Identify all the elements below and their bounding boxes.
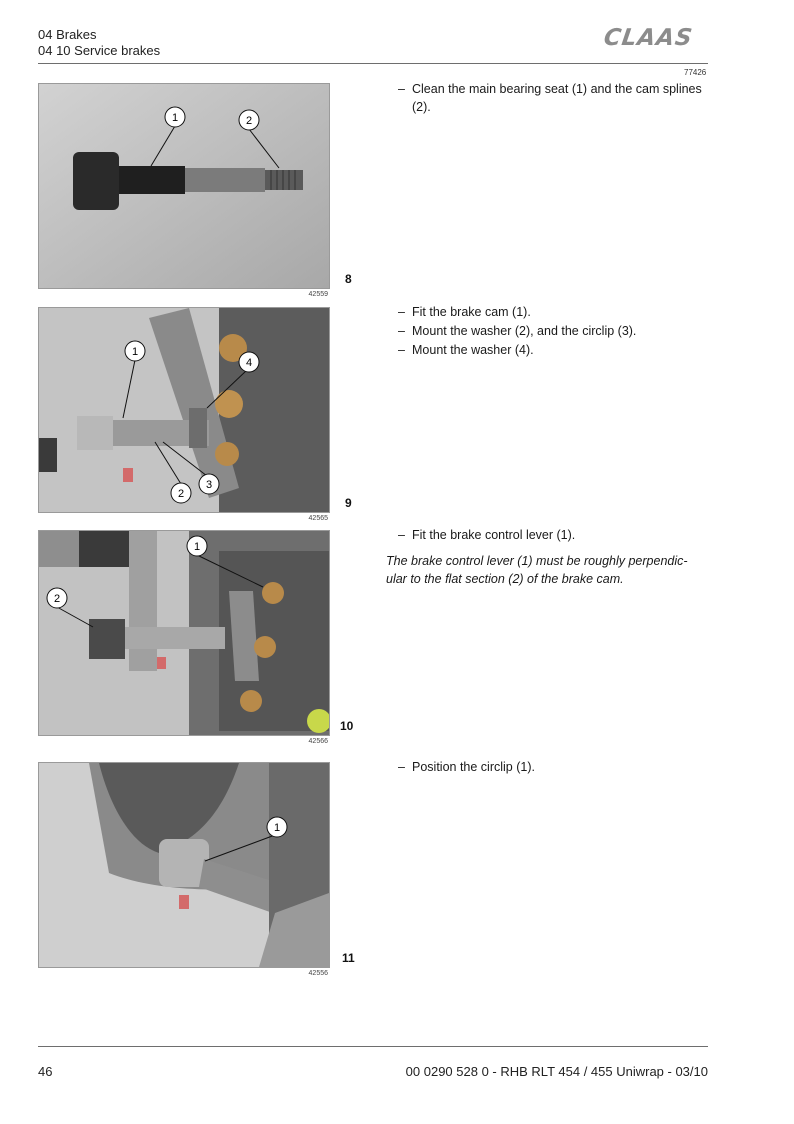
figure-8-image-id: 42559: [308, 291, 328, 298]
svg-text:1: 1: [273, 822, 281, 834]
document-reference: 77426: [684, 68, 707, 77]
instruction-step: – Mount the washer (4).: [398, 343, 534, 357]
instruction-step: – Clean the main bearing seat (1) and the cam splines (2).: [398, 82, 702, 114]
instruction-step: – Position the circlip (1).: [398, 760, 535, 774]
instruction-step: – Fit the brake control lever (1).: [398, 528, 576, 542]
figure-10-number: 10: [340, 719, 354, 733]
svg-text:3: 3: [205, 479, 213, 491]
section-title: 04 10 Service brakes: [38, 43, 161, 58]
svg-text:4: 4: [245, 357, 253, 369]
svg-text:1: 1: [131, 346, 139, 358]
figure-11-number: 11: [342, 951, 355, 965]
svg-text:2: 2: [53, 593, 61, 605]
document-footer: 00 0290 528 0 - RHB RLT 454 / 455 Uniwrap - 03/10: [405, 1064, 708, 1079]
figure-9-image-id: 42565: [308, 515, 328, 522]
figure-9-photo: [38, 307, 330, 513]
figure-11-image-id: 42556: [308, 970, 328, 977]
svg-text:2: 2: [177, 488, 185, 500]
instruction-step: – Mount the washer (2), and the circlip (3).: [398, 324, 637, 338]
header-rule: [38, 63, 708, 64]
page-number: 46: [38, 1064, 53, 1079]
svg-text:2: 2: [245, 115, 253, 127]
chapter-title: 04 Brakes: [38, 27, 97, 42]
figure-10-image-id: 42566: [308, 738, 328, 745]
figure-11-instructions: [386, 758, 711, 777]
figure-9-instructions: [386, 303, 711, 360]
figure-9-number: 9: [345, 496, 352, 510]
figure-8-photo: [38, 83, 330, 289]
footer-rule: [38, 1046, 708, 1047]
brand-logo: CLAAS: [602, 25, 695, 51]
svg-text:1: 1: [193, 541, 201, 553]
figure-8-instructions: [386, 80, 711, 117]
svg-text:1: 1: [171, 112, 179, 124]
instruction-note: The brake control lever (1) must be roughly perpendic-ular to the flat section (2) of the brake cam.: [386, 554, 688, 586]
instruction-step: – Fit the brake cam (1).: [398, 305, 531, 319]
figure-8-number: 8: [345, 272, 352, 286]
figure-10-instructions: [386, 526, 711, 588]
figure-10-photo: [38, 530, 330, 736]
figure-11-photo: [38, 762, 330, 968]
